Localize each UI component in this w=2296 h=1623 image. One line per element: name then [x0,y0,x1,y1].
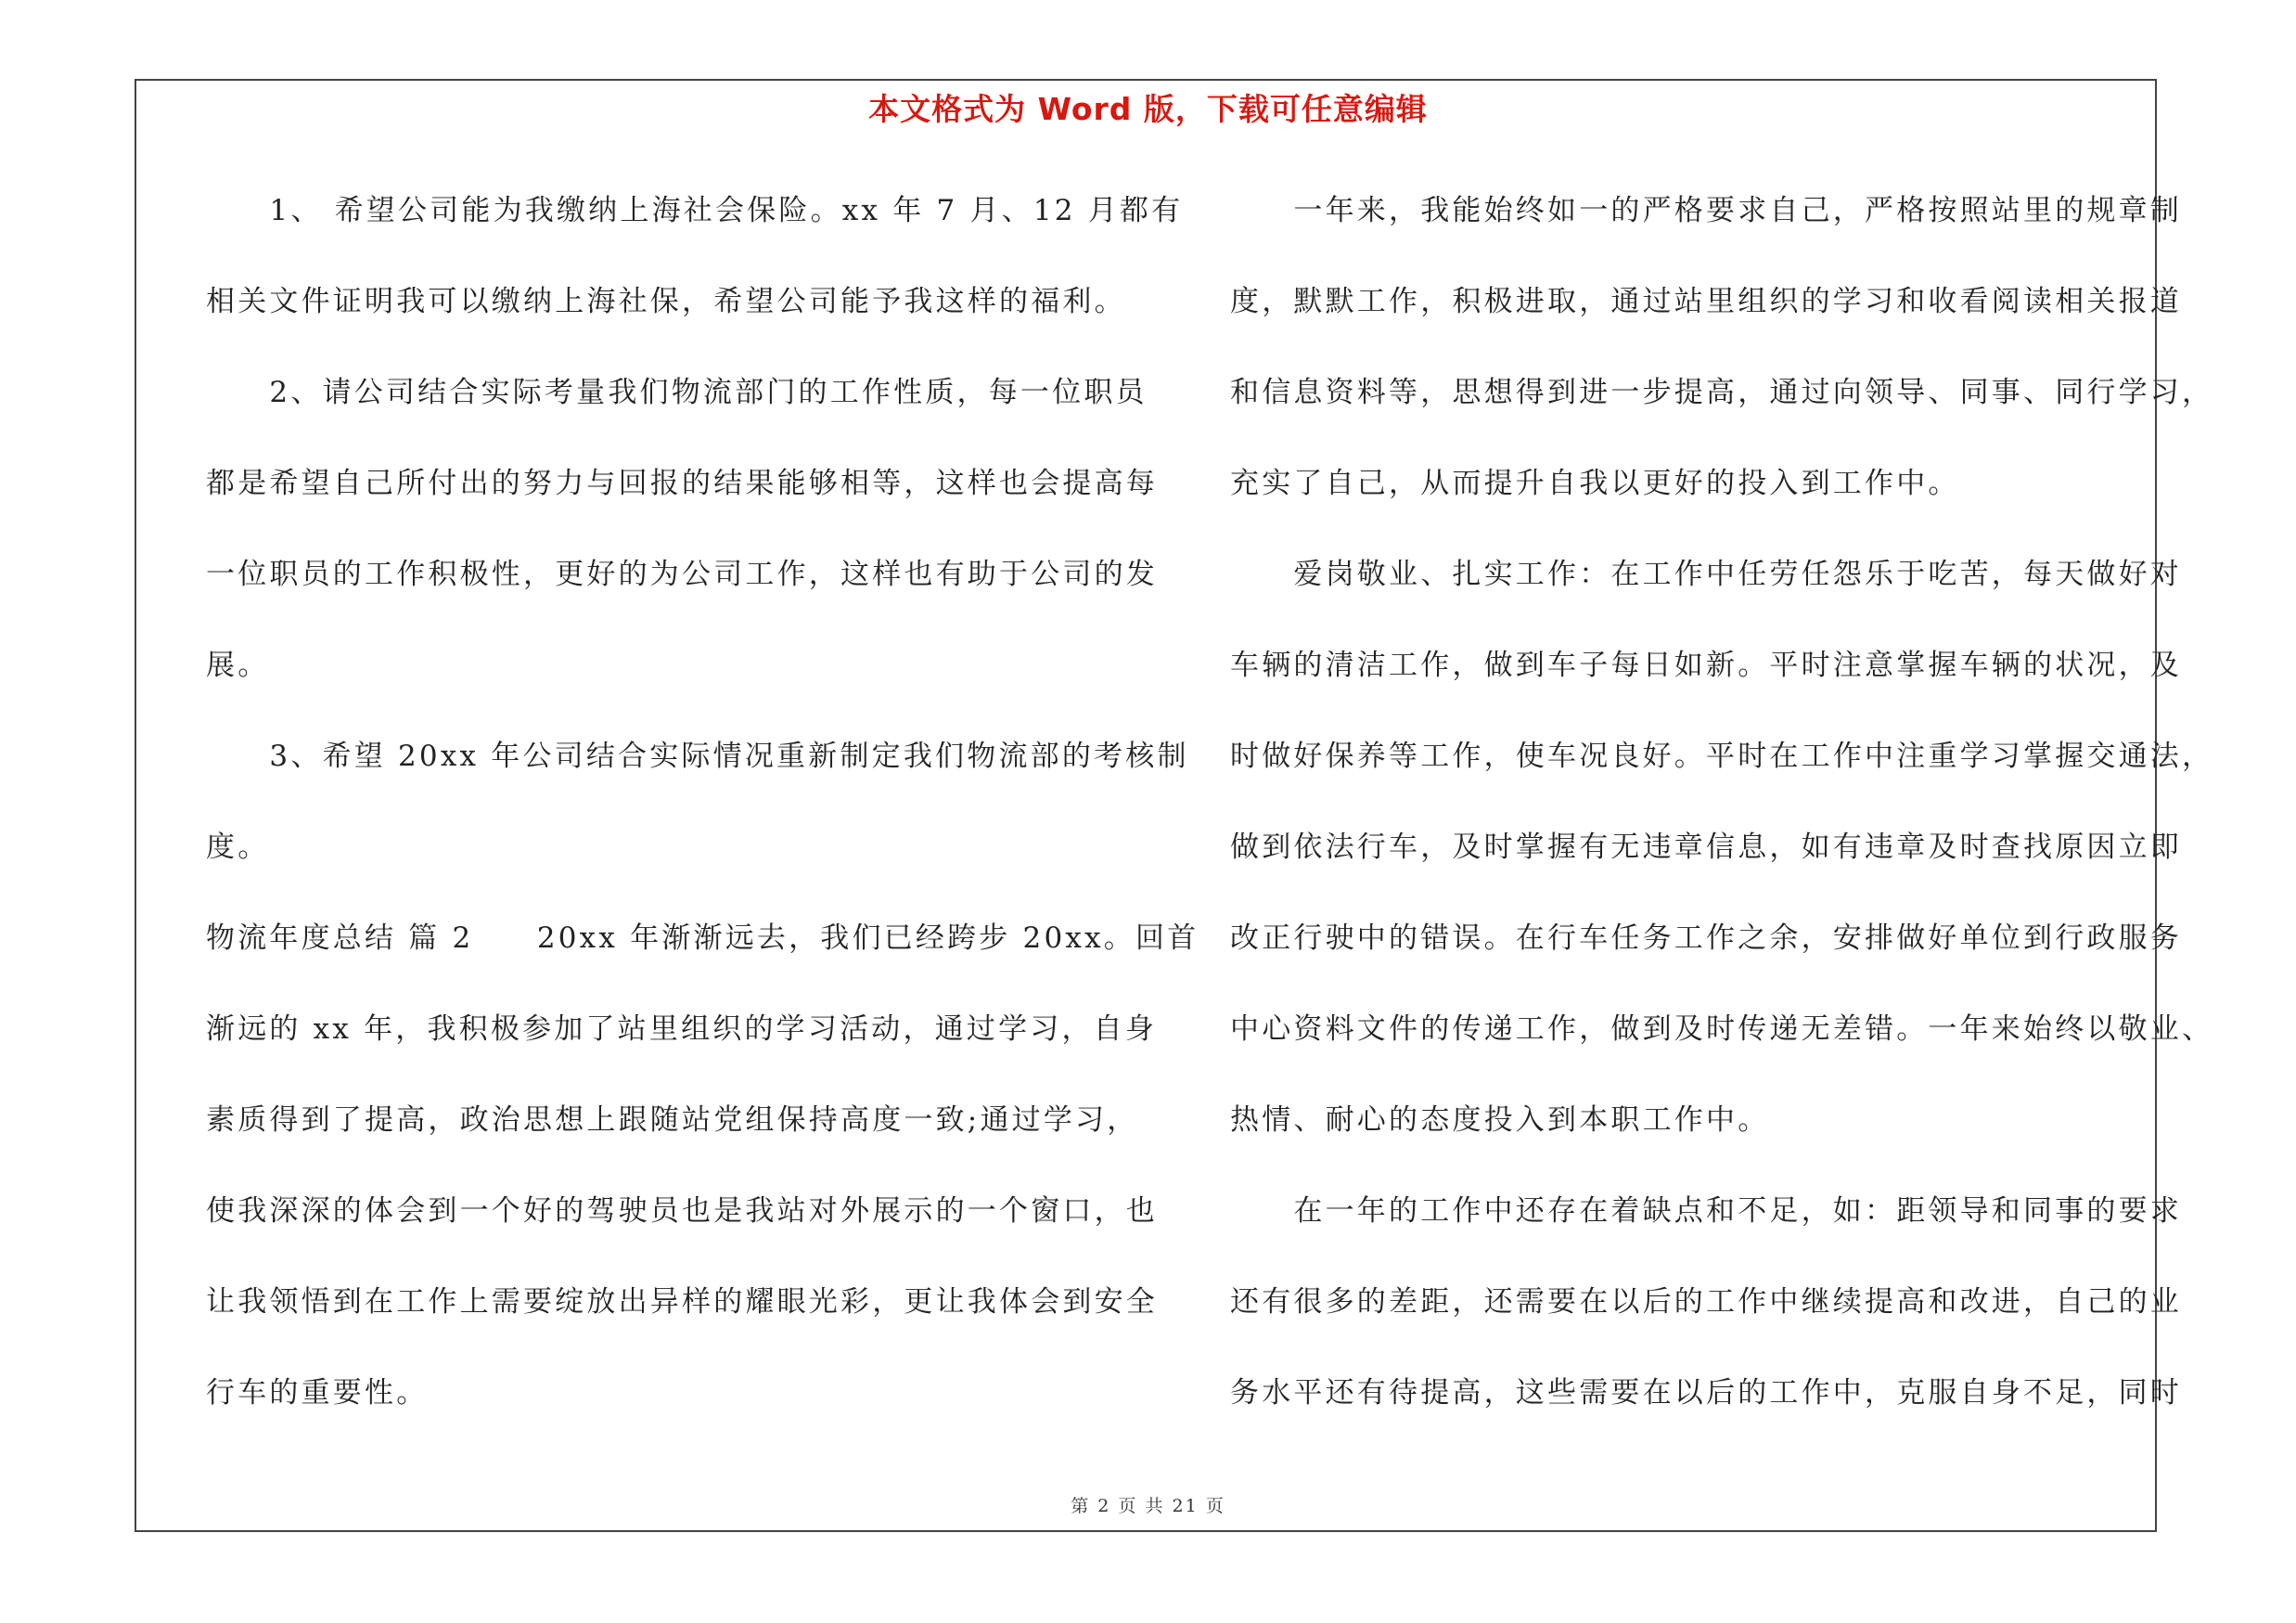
right-column [1230,182,2214,1455]
text-line: 热情、耐心的态度投入到本职工作中。 [1230,1103,1770,1137]
text-line: 改正行驶中的错误。在行车任务工作之余，安排做好单位到行政服务 [1230,921,2182,955]
text-line: 爱岗敬业、扎实工作：在工作中任劳任怨乐于吃苦，每天做好对 [1230,558,2182,591]
text-line: 展。 [206,649,270,682]
text-line: 使我深深的体会到一个好的驾驶员也是我站对外展示的一个窗口，也 [206,1194,1158,1228]
text-line: 在一年的工作中还存在着缺点和不足，如：距领导和同事的要求 [1230,1194,2182,1228]
text-line: 一位职员的工作积极性，更好的为公司工作，这样也有助于公司的发 [206,558,1158,591]
text-line: 相关文件证明我可以缴纳上海社保，希望公司能予我这样的福利。 [206,285,1126,318]
page-number-footer: 第 2 页 共 21 页 [1071,1496,1225,1516]
document-header-title: 本文格式为 Word 版，下载可任意编辑 [868,91,1428,127]
text-line: 渐远的 xx 年，我积极参加了站里组织的学习活动，通过学习，自身 [206,1012,1158,1046]
text-line: 让我领悟到在工作上需要绽放出异样的耀眼光彩，更让我体会到安全 [206,1285,1158,1319]
text-line: 行车的重要性。 [206,1376,429,1410]
text-line: 还有很多的差距，还需要在以后的工作中继续提高和改进，自己的业 [1230,1285,2182,1319]
text-line: 务水平还有待提高，这些需要在以后的工作中，克服自身不足，同时 [1230,1376,2182,1410]
text-line: 3、希望 20xx 年公司结合实际情况重新制定我们物流部的考核制 [206,740,1189,773]
left-column [206,182,1199,1455]
text-line: 2、请公司结合实际考量我们物流部门的工作性质，每一位职员 [206,376,1148,409]
text-line: 车辆的清洁工作，做到车子每日如新。平时注意掌握车辆的状况，及 [1230,649,2182,682]
text-line: 做到依法行车，及时掌握有无违章信息，如有违章及时查找原因立即 [1230,831,2182,864]
text-line: 和信息资料等，思想得到进一步提高，通过向领导、同事、同行学习， [1230,376,2214,409]
text-line: 充实了自己，从而提升自我以更好的投入到工作中。 [1230,467,1960,500]
text-line: 1、 希望公司能为我缴纳上海社会保险。xx 年 7 月、12 月都有 [206,194,1184,227]
text-line: 度，默默工作，积极进取，通过站里组织的学习和收看阅读相关报道 [1230,285,2182,318]
section-heading-line: 物流年度总结 篇 2 20xx 年渐渐远去，我们已经跨步 20xx。回首 [206,921,1199,955]
text-line: 时做好保养等工作，使车况良好。平时在工作中注重学习掌握交通法， [1230,740,2214,773]
text-line: 素质得到了提高，政治思想上跟随站党组保持高度一致;通过学习， [206,1103,1139,1137]
text-line: 度。 [206,831,270,864]
text-line: 一年来，我能始终如一的严格要求自己，严格按照站里的规章制 [1230,194,2182,227]
text-line: 中心资料文件的传递工作，做到及时传递无差错。一年来始终以敬业、 [1230,1012,2214,1046]
text-line: 都是希望自己所付出的努力与回报的结果能够相等，这样也会提高每 [206,467,1158,500]
